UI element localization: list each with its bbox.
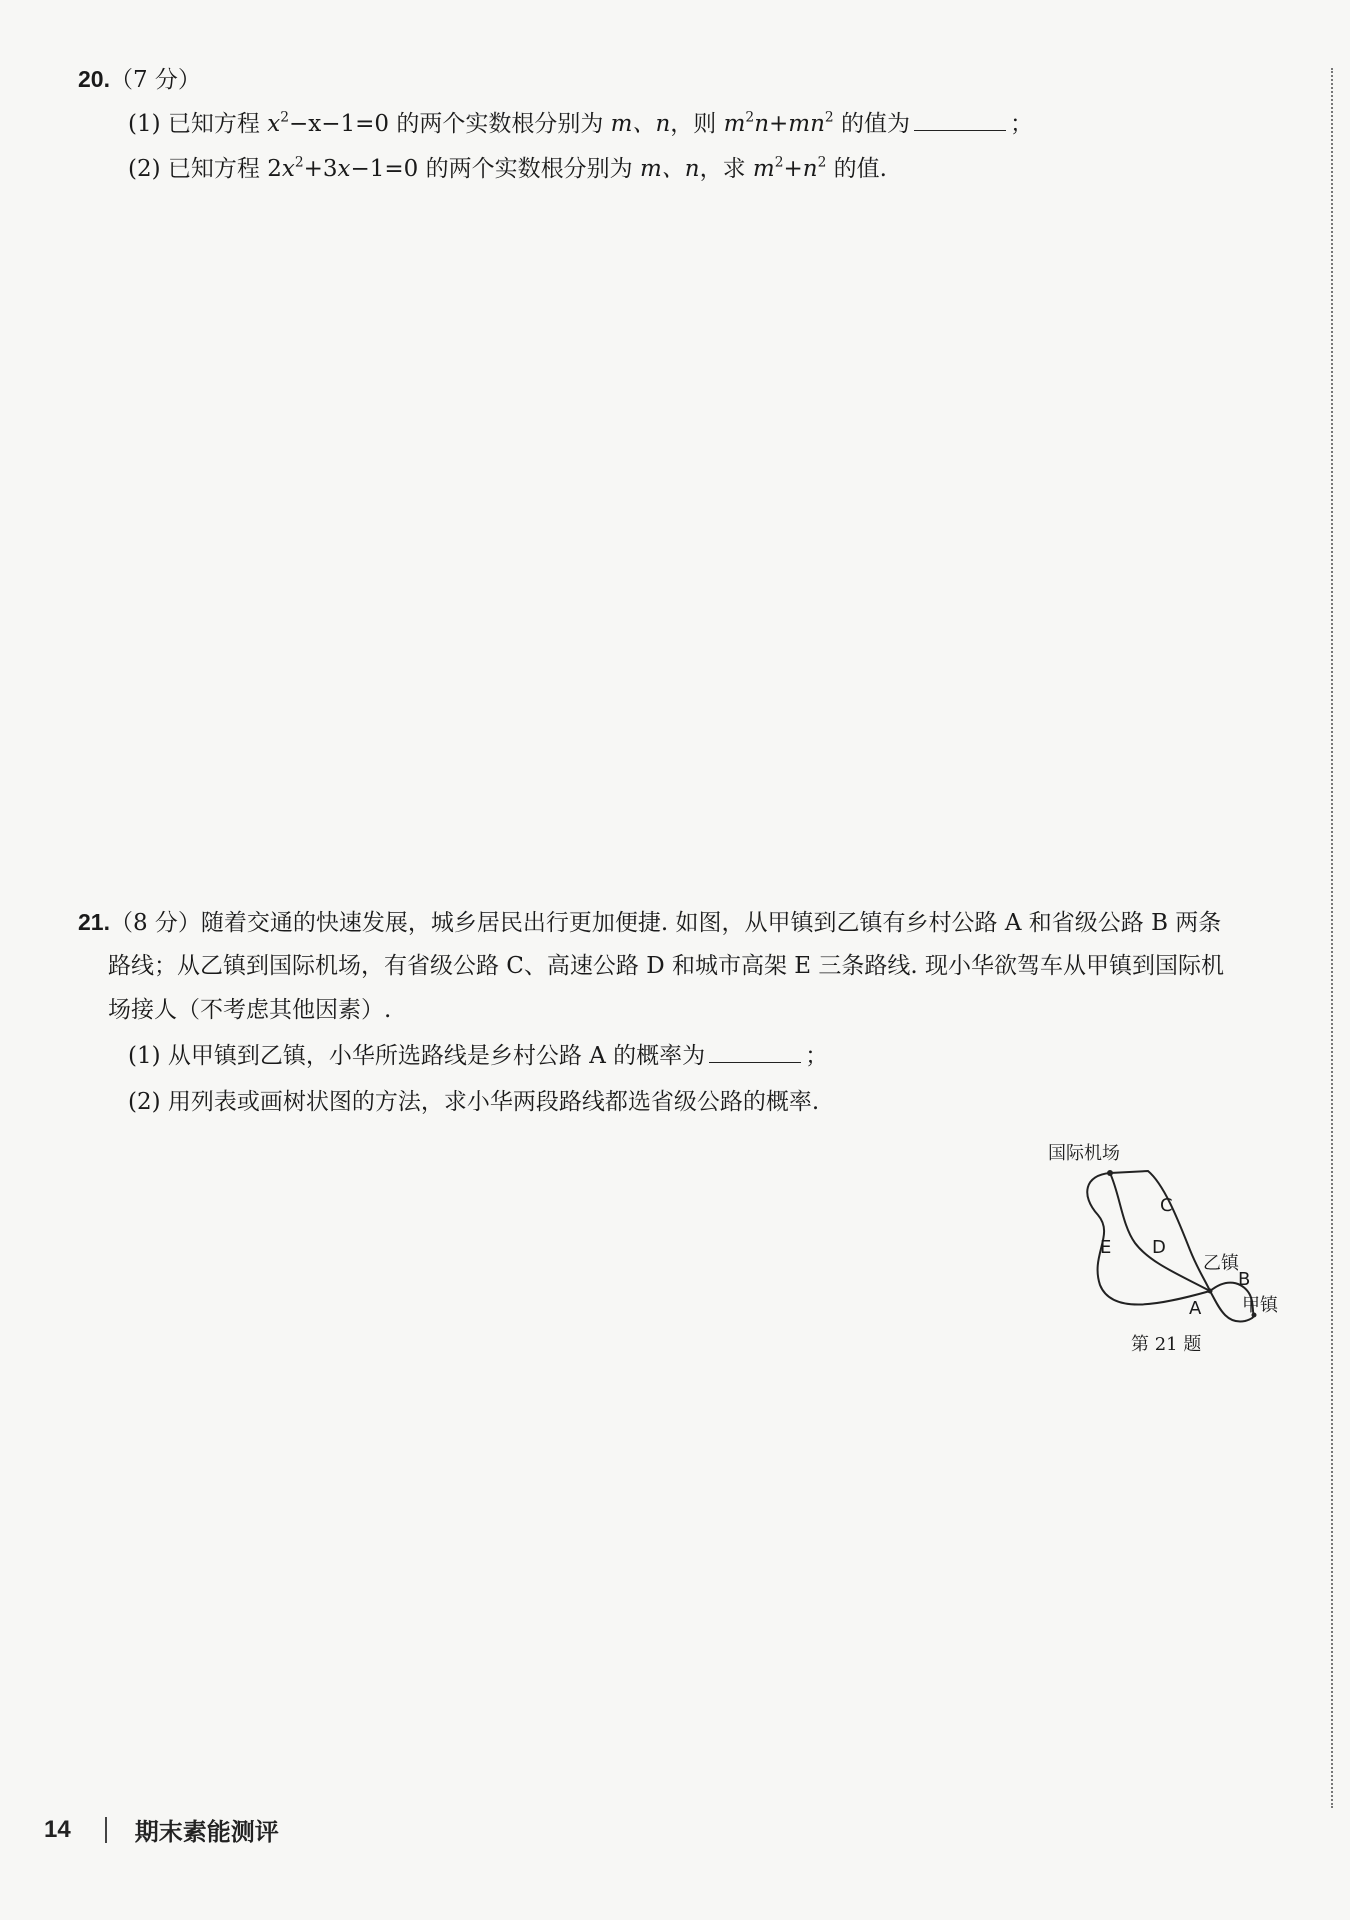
part-2-prefix: (2) 已知方程 2 [128, 156, 282, 182]
town-b-label: 乙镇 [1203, 1253, 1239, 1274]
answer-blank[interactable] [914, 108, 1006, 131]
stem-line-1: （8 分）随着交通的快速发展，城乡居民出行更加便捷. 如图，从甲镇到乙镇有乡村公路 A 和省级公路 B 两条 [109, 910, 1222, 936]
roots: m、n [610, 111, 671, 137]
superscript: 2 [745, 109, 755, 126]
airport-dot [1107, 1170, 1113, 1176]
expr-var: m [723, 111, 746, 137]
footer-title: 期末素能测评 [134, 1819, 279, 1846]
superscript: 2 [280, 109, 289, 126]
equation-var: x [267, 111, 281, 137]
route-d-path [1110, 1173, 1210, 1291]
question-21-part-1 [128, 1039, 828, 1074]
question-number: 20. [78, 66, 110, 92]
page-footer [44, 1812, 279, 1847]
part-1-end: ； [805, 1043, 829, 1069]
part-1-text: (1) 从甲镇到乙镇，小华所选路线是乡村公路 A 的概率为 [128, 1043, 706, 1069]
route-c-path [1110, 1171, 1210, 1291]
superscript: 2 [817, 154, 827, 171]
part-2-mid: ，求 [699, 156, 753, 182]
equation-mid: +3 [303, 156, 338, 182]
town-a-label: 甲镇 [1242, 1295, 1278, 1316]
question-20-header [78, 62, 201, 98]
equation-rest: −x−1=0 的两个实数根分别为 [288, 111, 611, 137]
figure-caption: 第 21 题 [1131, 1334, 1202, 1355]
superscript: 2 [774, 154, 784, 171]
superscript: 2 [294, 154, 304, 171]
question-20-part-1 [128, 107, 1033, 142]
equation-var: x [281, 156, 295, 182]
part-1-prefix: (1) 已知方程 [128, 111, 260, 137]
question-number: 21. [78, 909, 110, 935]
town-b-dot [1208, 1289, 1213, 1294]
stem-line-2: 路线；从乙镇到国际机场，有省级公路 C、高速公路 D 和城市高架 E 三条路线. 现小华欲驾车从甲镇到国际机 [108, 953, 1225, 979]
page-number: 14 [44, 1815, 71, 1843]
expr-rest: +n [783, 156, 818, 182]
question-21-line-2 [108, 949, 1224, 984]
footer-divider [105, 1817, 107, 1843]
route-figure [1040, 1125, 1300, 1365]
superscript: 2 [824, 109, 834, 126]
question-21-line-3 [108, 993, 391, 1028]
part-1-mid: ，则 [670, 111, 724, 137]
equation-var: x [337, 156, 351, 182]
expr-var: m [752, 156, 775, 182]
question-20-part-2 [128, 152, 887, 187]
stem-line-3: 场接人（不考虑其他因素）. [108, 997, 392, 1023]
part-1-end: ； [1010, 111, 1033, 137]
route-a-label: A [1189, 1298, 1202, 1319]
binding-margin-line [1331, 68, 1333, 1808]
question-21-part-2 [128, 1085, 819, 1120]
route-c-label: C [1160, 1195, 1173, 1216]
question-score: （7 分） [109, 67, 201, 93]
question-21-line-1 [78, 905, 1221, 941]
part-1-suffix: 的值为 [833, 111, 910, 137]
route-b-label: B [1238, 1269, 1251, 1290]
route-e-label: E [1100, 1237, 1112, 1258]
part-2-text: (2) 用列表或画树状图的方法，求小华两段路线都选省级公路的概率. [128, 1089, 820, 1115]
expr-rest: n+mn [754, 111, 825, 137]
roots: m、n [639, 156, 700, 182]
answer-blank[interactable] [709, 1040, 801, 1063]
airport-label: 国际机场 [1048, 1143, 1120, 1164]
part-2-suffix: 的值. [826, 156, 887, 182]
equation-rest: −1=0 的两个实数根分别为 [350, 156, 640, 182]
route-d-label: D [1152, 1237, 1166, 1258]
